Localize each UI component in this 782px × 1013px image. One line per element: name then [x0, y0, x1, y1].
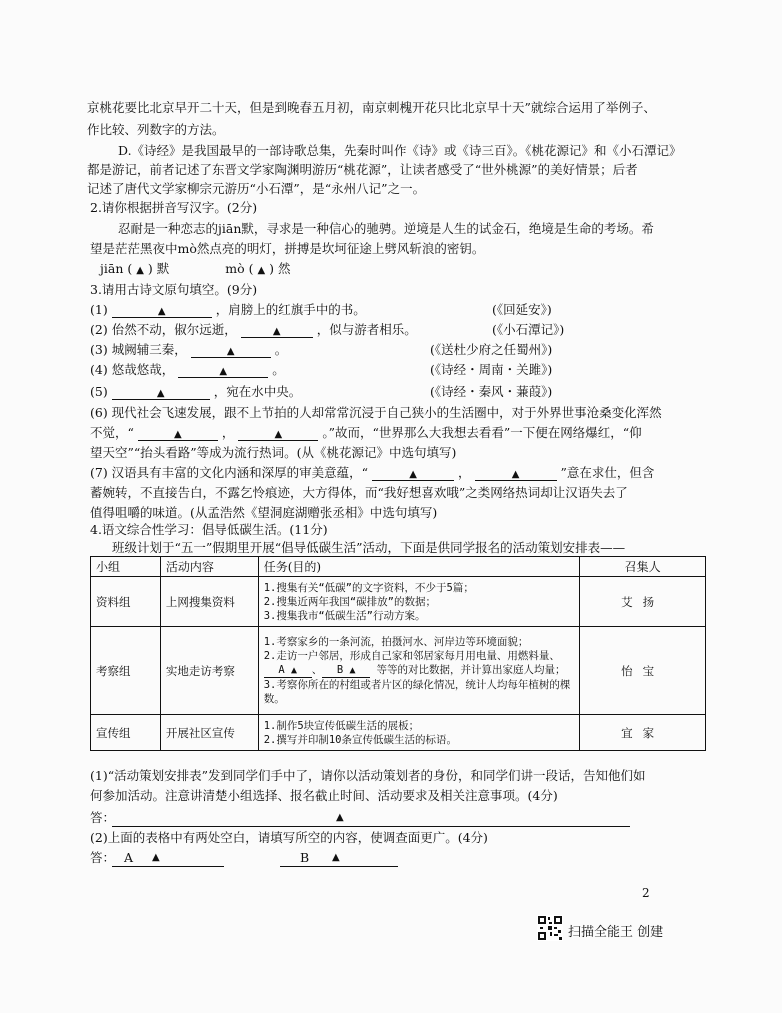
table-blank-a[interactable]: [264, 663, 312, 678]
option-d-line-3: 记述了唐代文学家柳宗元游历“小石潭”，是“永州八记”之一。: [87, 181, 426, 196]
item-text: 不觉，“: [90, 425, 134, 440]
task-item: 2.搜集近两年我国“碳排放”的数据；: [263, 595, 437, 608]
column-header: 召集人: [580, 557, 706, 577]
item-text: ，: [221, 425, 235, 440]
q3-item-3: [90, 342, 287, 358]
task-cell: [258, 715, 579, 751]
q3-item-4-source: (《诗经・周南・关雎》): [430, 362, 553, 377]
q2-passage-1: 忍耐是一种恋志的jiān默，寻求是一种信心的驰骋。逆境是人生的试金石，绝境是生命的考场。希: [118, 221, 654, 236]
q3-item-6-line-2: [90, 425, 642, 441]
q2-answer-2-tail[interactable]: ) 然: [269, 261, 291, 276]
answer-marker-icon: ▲: [219, 366, 228, 377]
column-header: 活动内容: [160, 557, 258, 577]
option-d-line-2: 都是游记，前者记述了东晋文学家陶渊明游历“桃花源”，让读者感受了“世外桃源”的美好情景；后者: [87, 162, 638, 177]
blank-label: B: [336, 664, 344, 676]
qr-code-icon: [537, 915, 563, 941]
item-number: (3): [90, 342, 108, 357]
column-header: 任务(目的): [258, 557, 579, 577]
task-text: 2.走访一户邻居，形成自己家和邻居家每月用电量、用燃料量、: [263, 650, 560, 662]
item-text: 。”故而，“世界那么大我想去看看”一下便在网络爆红，“仰: [322, 425, 642, 440]
task-item: 1.搜集有关“低碳”的文字资料，不少于5篇；: [263, 581, 474, 594]
answer-marker-icon: ▲: [156, 388, 165, 399]
answer-b-label: B: [300, 850, 310, 865]
intro-line-2: 作比较、列数字的方法。: [87, 122, 225, 137]
item-number: (2): [90, 322, 108, 337]
answer-marker-icon: ▲: [157, 306, 166, 317]
q4-2-answer-b-line[interactable]: [280, 850, 398, 867]
answer-marker-icon: ▲: [136, 265, 144, 276]
answer-a-label: A: [124, 850, 134, 865]
q3-item-6-line-3: 望天空”“抬头看路”等成为流行热词。(从《桃花源记》中选句填写): [90, 445, 457, 460]
q4-intro: 班级计划于“五一”假期里开展“倡导低碳生活”活动，下面是供同学报名的活动策划安排表——: [112, 540, 626, 555]
answer-marker-icon: ▲: [257, 265, 266, 276]
group-cell: 宣传组: [91, 715, 161, 751]
q4-2-answer-a-line[interactable]: [112, 850, 224, 867]
item-text: ，肩膀上的红旗手中的书。: [215, 302, 366, 317]
q4-1-line-1: (1)“活动策划安排表”发到同学们手中了，请你以活动策划者的身份，和同学们讲一段话，告知他们如: [90, 768, 646, 783]
fill-blank[interactable]: [241, 323, 313, 338]
task-item: 3.搜集我市“低碳生活”行动方案。: [263, 609, 426, 622]
q3-item-2: [90, 322, 417, 338]
item-number: (4): [90, 362, 108, 377]
fill-blank[interactable]: [112, 385, 210, 400]
convener-cell: 怡宝: [580, 627, 706, 715]
q2-answer-1-pinyin: jiān (: [100, 261, 133, 276]
item-text: ，宛在水中央。: [213, 384, 302, 399]
q4-1-line-2: 何参加活动。注意讲清楚小组选择、报名截止时间、活动要求及相关注意事项。(4分): [90, 788, 558, 803]
item-number: (5): [90, 384, 108, 399]
q3-item-6-line-1: (6) 现代社会飞速发展，跟不上节拍的人却常常沉浸于自己狭小的生活圈中，对于外界世事沧桑变化浑然: [90, 405, 662, 420]
convener-cell: 艾扬: [580, 577, 706, 627]
table-row: [91, 627, 706, 715]
task-item: 3.考察你所在的村组或者片区的绿化情况，统计人均每年植树的棵数。: [263, 679, 571, 705]
fill-blank[interactable]: [372, 466, 454, 481]
convener-cell: 宜家: [580, 715, 706, 751]
group-cell: 考察组: [91, 627, 161, 715]
activity-plan-table: [90, 556, 706, 751]
option-d-line-1: D.《诗经》是我国最早的一部诗歌总集，先秦时叫作《诗》或《诗三百》。《桃花源记》和《小石潭记》: [118, 143, 682, 158]
q3-item-1: [90, 302, 366, 318]
task-cell: [258, 577, 579, 627]
fill-blank[interactable]: [475, 466, 557, 481]
task-item: 1.考察家乡的一条河流，拍摄河水、河岸边等环境面貌；: [263, 636, 529, 648]
q4-1-answer-label: 答：: [90, 810, 116, 825]
q4-2-line-1: (2)上面的表格中有两处空白，请填写所空的内容，使调查面更广。(4分): [90, 830, 488, 845]
answer-marker-icon: ▲: [336, 812, 344, 823]
item-text: 佁然不动，俶尔远逝，: [111, 322, 237, 337]
item-text: 。: [274, 342, 288, 357]
fill-blank[interactable]: [178, 363, 268, 378]
item-text: ，: [458, 465, 471, 480]
answer-marker-icon: ▲: [274, 429, 283, 440]
task-item: 1.制作5块宣传低碳生活的展板；: [263, 719, 420, 732]
q4-title: 4.语文综合性学习：倡导低碳生活。(11分): [90, 522, 328, 537]
content-cell: 上网搜集资料: [160, 577, 258, 627]
page-number: 2: [642, 886, 650, 900]
table-row: [91, 715, 706, 751]
q3-item-7-line-2: 蓄婉转，不直接告白，不露乞怜痕迹，大方得体，而“我好想喜欢哦”之类网络热词却让汉语失去了: [90, 485, 628, 500]
item-text: 悠哉悠哉，: [111, 362, 175, 377]
task-text: 等等的对比数据，并计算出家庭人均量；: [376, 664, 566, 676]
answer-marker-icon: ▲: [272, 326, 281, 337]
scanner-watermark: 扫描全能王 创建: [568, 925, 664, 940]
item-text: 城阙辅三秦，: [111, 342, 187, 357]
q3-title: 3.请用古诗文原句填空。(9分): [90, 282, 258, 297]
content-cell: 开展社区宣传: [160, 715, 258, 751]
table-row: [91, 577, 706, 627]
intro-line-1: 京桃花要比北京早开二十天，但是到晚春五月初，南京刺槐开花只比北京早十天”就综合运用了举例子、: [87, 100, 656, 115]
answer-marker-icon: ▲: [349, 665, 356, 676]
answer-marker-icon: ▲: [332, 852, 340, 863]
q2-answer-1-tail[interactable]: ) 默: [147, 261, 170, 276]
q4-2-answer-label: 答：: [90, 850, 116, 865]
answer-marker-icon: ▲: [291, 665, 298, 676]
q3-item-5: [90, 384, 301, 400]
fill-blank[interactable]: [238, 426, 318, 441]
q3-item-2-source: (《小石潭记》): [492, 322, 565, 337]
q2-answer-2-pinyin: mò (: [225, 261, 254, 276]
q3-item-3-source: (《送杜少府之任蜀州》): [430, 342, 553, 357]
q2-answers: [100, 261, 291, 279]
item-text: 。: [272, 362, 285, 377]
fill-blank[interactable]: [112, 303, 212, 318]
q3-item-5-source: (《诗经・秦风・蒹葭》): [430, 384, 553, 399]
q3-item-7-line-1: [90, 465, 654, 481]
task-item: 2.走访一户邻居，形成自己家和邻居家每月用电量、用燃料量、 A ▲ 、 B ▲ 等等的对比数据，并计算出家庭人均量；: [263, 650, 566, 676]
q2-title: 2.请你根据拼音写汉字。(2分): [90, 200, 258, 215]
item-text: ，似与游者相乐。: [316, 322, 417, 337]
answer-marker-icon: ▲: [174, 429, 182, 440]
item-text: ”意在求仕，但含: [560, 465, 655, 480]
table-blank-b[interactable]: [322, 663, 370, 678]
answer-marker-icon: ▲: [226, 346, 235, 357]
column-header: 小组: [91, 557, 161, 577]
answer-marker-icon: ▲: [152, 852, 160, 863]
item-number: (1): [90, 302, 108, 317]
q3-item-1-source: (《回延安》): [492, 302, 552, 317]
q3-item-4: [90, 362, 285, 378]
fill-blank[interactable]: [138, 426, 218, 441]
group-cell: 资料组: [91, 577, 161, 627]
blank-label: A: [278, 664, 285, 676]
answer-marker-icon: ▲: [409, 469, 417, 480]
task-item: 2.撰写并印制10条宣传低碳生活的标语。: [263, 733, 458, 746]
q3-item-7-line-3: 值得咀嚼的味道。(从孟浩然《望洞庭湖赠张丞相》中选句填写): [90, 505, 438, 520]
task-cell: [258, 627, 579, 715]
answer-marker-icon: ▲: [511, 469, 520, 480]
item-text: (7) 汉语具有丰富的文化内涵和深厚的审美意蕴，“: [90, 465, 369, 480]
content-cell: 实地走访考察: [160, 627, 258, 715]
q2-passage-2: 望是茫茫黑夜中mò然点亮的明灯，拼搏是坎坷征途上劈风斩浪的密钥。: [90, 241, 485, 256]
table-header-row: [91, 557, 706, 577]
q4-1-answer-line[interactable]: [112, 810, 630, 827]
fill-blank[interactable]: [191, 343, 271, 358]
